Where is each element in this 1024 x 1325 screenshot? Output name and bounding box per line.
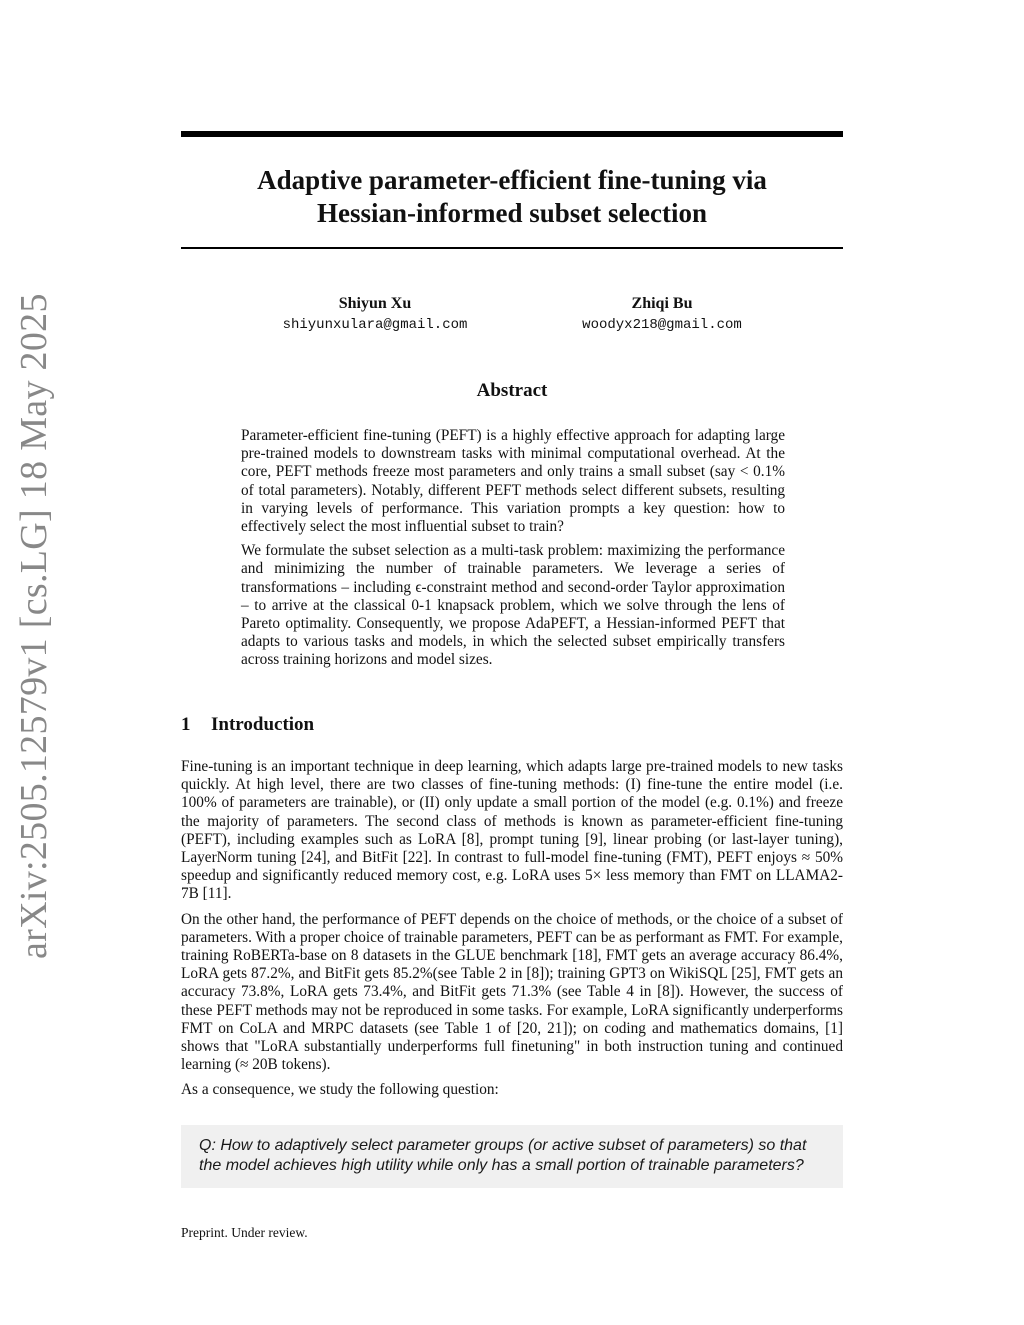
paper-title — [181, 164, 843, 230]
author-block-1 — [225, 294, 525, 335]
section-title: Introduction — [211, 714, 315, 735]
author-block-2 — [512, 294, 812, 335]
title-top-rule — [181, 131, 843, 137]
author-email: woodyx218@gmail.com — [582, 317, 742, 333]
author-email: shiyunxulara@gmail.com — [282, 317, 468, 333]
author-name: Zhiqi Bu — [631, 295, 693, 312]
abstract-paragraph: We formulate the subset selection as a multi-task problem: maximizing the performance and minimizing the number of trainable parameters. We leverage a series of transformations – including ϵ-constraint method and second-order Taylor approximation – to arrive at the classical 0-1 knapsack problem, which we solve through the lens of Pareto optimality. Consequently, we propose AdaPEFT, a Hessian-informed PEFT that adapts to various tasks and models, in which the selected subset empirically transfers across training horizons and model sizes. — [241, 542, 785, 669]
title-line-1: Adaptive parameter-efficient fine-tuning via — [257, 165, 767, 195]
abstract-body — [241, 427, 785, 676]
introduction-body — [181, 758, 843, 1107]
body-paragraph: Fine-tuning is an important technique in deep learning, which adapts large pre-trained models to new tasks quickly. At high level, there are two classes of fine-tuning methods: (I) fine-tune the entire model (i.e. 100% of parameters are trainable), or (II) only update a small portion of the model (e.g. 0.1%) and freeze the majority of parameters. The second class of methods is known as parameter-efficient fine-tuning (PEFT), including examples such as LoRA [8], prompt tuning [9], linear probing (or last-layer tuning), LayerNorm tuning [24], and BitFit [22]. In contrast to full-model fine-tuning (FMT), PEFT enjoys ≈ 50% speedup and significantly reduced memory cost, e.g. LoRA uses 5× less memory than FMT on LLAMA2-7B [11]. — [181, 758, 843, 903]
arxiv-identifier: arXiv:2505.12579v1 [cs.LG] 18 May 2025 — [13, 293, 55, 959]
body-paragraph: As a consequence, we study the following question: — [181, 1081, 499, 1099]
title-bottom-rule — [181, 247, 843, 249]
abstract-heading: Abstract — [476, 380, 548, 401]
title-line-2: Hessian-informed subset selection — [317, 198, 707, 228]
author-name: Shiyun Xu — [338, 295, 412, 312]
body-paragraph: On the other hand, the performance of PEFT depends on the choice of methods, or the choice of a subset of parameters. With a proper choice of trainable parameters, PEFT can be as performant as FMT. For example, training RoBERTa-base on 8 datasets in the GLUE benchmark [18], FMT gets an average accuracy 86.4%, LoRA gets 87.2%, and BitFit gets 85.2%(see Table 2 in [8]); training GPT3 on WikiSQL [25], FMT gets an accuracy 73.8%, LoRA gets 73.4%, and BitFit gets 71.3% (see Table 4 in [8]). However, the success of these PEFT methods may not be reproduced in some tasks. For example, LoRA significantly underperforms FMT on CoLA and MRPC datasets (see Table 1 of [20, 21]); on coding and mathematics domains, [1] shows that "LoRA substantially underperforms full finetuning" in both instruction tuning and continued learning (≈ 20B tokens). — [181, 910, 843, 1074]
footer-note: Preprint. Under review. — [181, 1225, 308, 1240]
abstract-paragraph: Parameter-efficient fine-tuning (PEFT) is a highly effective approach for adapting large pre-trained models to downstream tasks with minimal computational overhead. At the core, PEFT methods freeze most parameters and only trains a small subset (say < 0.1% of total parameters). Notably, different PEFT methods select different subsets, resulting in varying levels of performance. This variation prompts a key question: how to effectively select the most influential subset to train? — [241, 427, 785, 536]
section-number: 1 — [181, 714, 191, 735]
section-heading-introduction — [181, 713, 314, 737]
research-question-box: Q: How to adaptively select parameter groups (or active subset of parameters) so that the model achieves high utility while only has a small portion of trainable parameters? — [181, 1125, 843, 1188]
